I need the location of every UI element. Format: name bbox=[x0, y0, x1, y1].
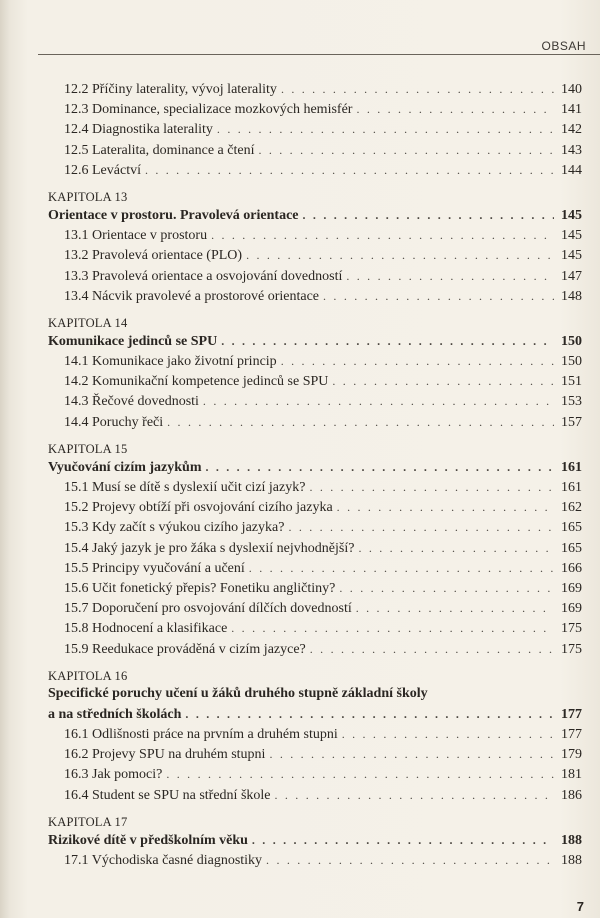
entry-title: 15.9 Reedukace prováděná v cizím jazyce? bbox=[64, 641, 306, 657]
dot-leader bbox=[275, 785, 555, 805]
toc-entry[interactable] bbox=[48, 744, 582, 764]
toc-entry[interactable] bbox=[48, 245, 582, 265]
toc-entry[interactable] bbox=[48, 119, 582, 139]
dot-leader bbox=[288, 517, 554, 537]
entry-title: 16.4 Student se SPU na střední škole bbox=[64, 787, 271, 803]
dot-leader bbox=[266, 850, 554, 870]
entry-title: 14.3 Řečové dovednosti bbox=[64, 394, 199, 410]
header-rule bbox=[38, 54, 600, 55]
chapter-label: KAPITOLA 17 bbox=[48, 814, 128, 829]
chapter-label: KAPITOLA 15 bbox=[48, 441, 128, 456]
entry-title: 12.4 Diagnostika laterality bbox=[64, 122, 213, 138]
dot-leader bbox=[203, 391, 554, 411]
entry-title: 16.1 Odlišnosti práce na prvním a druhém stupni bbox=[64, 727, 338, 743]
chapter-title-entry[interactable] bbox=[48, 704, 582, 724]
entry-page-number: 175 bbox=[561, 641, 582, 657]
entry-page-number: 177 bbox=[561, 706, 582, 722]
toc-entry[interactable] bbox=[48, 477, 582, 497]
entry-title: 15.1 Musí se dítě s dyslexií učit cizí jazyk? bbox=[64, 480, 306, 495]
toc-entry[interactable] bbox=[48, 785, 582, 805]
dot-leader bbox=[323, 286, 554, 306]
toc-entry[interactable] bbox=[48, 286, 582, 306]
dot-leader bbox=[337, 497, 554, 517]
entry-page-number: 161 bbox=[561, 480, 582, 495]
toc-entry[interactable] bbox=[48, 598, 582, 618]
dot-leader bbox=[303, 205, 554, 225]
dot-leader bbox=[167, 412, 554, 432]
entry-page-number: 143 bbox=[561, 142, 582, 158]
dot-leader bbox=[339, 578, 554, 598]
dot-leader bbox=[211, 225, 554, 245]
dot-leader bbox=[258, 140, 554, 160]
toc-entry[interactable] bbox=[48, 160, 582, 180]
entry-page-number: 147 bbox=[561, 268, 582, 284]
dot-leader bbox=[217, 119, 554, 139]
entry-title: 16.2 Projevy SPU na druhém stupni bbox=[64, 747, 266, 763]
toc-entry[interactable] bbox=[48, 140, 582, 160]
toc-entry[interactable] bbox=[48, 497, 582, 517]
entry-page-number: 144 bbox=[561, 162, 582, 178]
dot-leader bbox=[221, 331, 554, 351]
dot-leader bbox=[185, 704, 554, 724]
entry-title: 15.5 Principy vyučování a učení bbox=[64, 560, 245, 576]
entry-page-number: 150 bbox=[561, 354, 582, 370]
entry-page-number: 148 bbox=[561, 288, 582, 304]
toc-entry[interactable] bbox=[48, 538, 582, 558]
toc-entry[interactable] bbox=[48, 99, 582, 119]
entry-title: 15.3 Kdy začít s výukou cizího jazyka? bbox=[64, 520, 285, 536]
entry-title: 12.3 Dominance, specializace mozkových hemisfér bbox=[64, 102, 353, 118]
entry-title: 13.1 Orientace v prostoru bbox=[64, 228, 208, 244]
entry-title: 14.1 Komunikace jako životní princip bbox=[64, 354, 277, 370]
entry-title: 14.2 Komunikační kompetence jedinců se SPU bbox=[64, 374, 329, 390]
dot-leader bbox=[358, 538, 554, 558]
dot-leader bbox=[246, 245, 554, 265]
entry-page-number: 140 bbox=[561, 82, 582, 97]
entry-page-number: 188 bbox=[561, 853, 582, 868]
dot-leader bbox=[356, 99, 554, 119]
entry-title: Rizikové dítě v předškolním věku bbox=[48, 832, 248, 848]
toc-entry[interactable] bbox=[48, 517, 582, 537]
entry-page-number: 150 bbox=[561, 333, 582, 349]
entry-page-number: 166 bbox=[561, 560, 582, 576]
toc-entry[interactable] bbox=[48, 412, 582, 432]
chapter-label: KAPITOLA 13 bbox=[48, 189, 128, 204]
dot-leader bbox=[281, 79, 554, 99]
entry-title: 13.3 Pravolevá orientace a osvojování dovedností bbox=[64, 268, 343, 284]
entry-page-number: 165 bbox=[561, 520, 582, 536]
entry-page-number: 151 bbox=[561, 374, 582, 390]
entry-title: 13.2 Pravolevá orientace (PLO) bbox=[64, 248, 243, 264]
entry-title: 14.4 Poruchy řeči bbox=[64, 414, 164, 430]
dot-leader bbox=[309, 477, 554, 497]
table-of-contents bbox=[48, 79, 582, 870]
toc-entry[interactable] bbox=[48, 578, 582, 598]
chapter-title-entry[interactable] bbox=[48, 457, 582, 477]
entry-title: 15.4 Jaký jazyk je pro žáka s dyslexií nejvhodnější? bbox=[64, 540, 355, 556]
chapter-title-entry[interactable] bbox=[48, 205, 582, 225]
entry-page-number: 188 bbox=[561, 832, 582, 848]
chapter-label: KAPITOLA 16 bbox=[48, 668, 128, 683]
entry-page-number: 175 bbox=[561, 621, 582, 637]
entry-page-number: 181 bbox=[561, 767, 582, 783]
entry-page-number: 169 bbox=[561, 580, 582, 596]
chapter-title-line: Specifické poruchy učení u žáků druhého stupně základní školy bbox=[48, 685, 428, 701]
running-head: OBSAH bbox=[541, 39, 586, 53]
dot-leader bbox=[346, 266, 554, 286]
entry-title: Vyučování cizím jazykům bbox=[48, 459, 202, 475]
toc-entry[interactable] bbox=[48, 639, 582, 659]
entry-page-number: 142 bbox=[561, 122, 582, 138]
toc-entry[interactable] bbox=[48, 79, 582, 99]
entry-page-number: 186 bbox=[561, 787, 582, 803]
toc-entry[interactable] bbox=[48, 371, 582, 391]
entry-page-number: 179 bbox=[561, 747, 582, 763]
entry-title: 12.2 Příčiny laterality, vývoj laterality bbox=[64, 82, 277, 97]
dot-leader bbox=[205, 457, 554, 477]
entry-page-number: 157 bbox=[561, 414, 582, 430]
toc-entry[interactable] bbox=[48, 391, 582, 411]
toc-entry[interactable] bbox=[48, 724, 582, 744]
chapter-title-entry[interactable] bbox=[48, 830, 582, 850]
dot-leader bbox=[145, 160, 554, 180]
entry-title: 12.6 Leváctví bbox=[64, 162, 141, 178]
entry-title: 17.1 Východiska časné diagnostiky bbox=[64, 853, 263, 868]
entry-title: 16.3 Jak pomoci? bbox=[64, 767, 163, 783]
entry-page-number: 145 bbox=[561, 248, 582, 264]
entry-title: 12.5 Lateralita, dominance a čtení bbox=[64, 142, 255, 158]
entry-page-number: 177 bbox=[561, 727, 582, 743]
chapter-label: KAPITOLA 14 bbox=[48, 315, 128, 330]
entry-title: 15.2 Projevy obtíží při osvojování cizího jazyka bbox=[64, 500, 333, 516]
toc-entry[interactable] bbox=[48, 351, 582, 371]
entry-title: Komunikace jedinců se SPU bbox=[48, 333, 218, 349]
dot-leader bbox=[356, 598, 554, 618]
chapter-title-entry[interactable] bbox=[48, 331, 582, 351]
page-number: 7 bbox=[576, 899, 584, 914]
dot-leader bbox=[166, 764, 554, 784]
dot-leader bbox=[249, 558, 554, 578]
dot-leader bbox=[310, 639, 554, 659]
entry-title: Orientace v prostoru. Pravolevá orientace bbox=[48, 207, 299, 223]
entry-page-number: 169 bbox=[561, 601, 582, 617]
dot-leader bbox=[342, 724, 554, 744]
dot-leader bbox=[281, 351, 554, 371]
entry-page-number: 153 bbox=[561, 394, 582, 410]
entry-page-number: 165 bbox=[561, 540, 582, 556]
toc-entry[interactable] bbox=[48, 225, 582, 245]
entry-title: a na středních školách bbox=[48, 706, 182, 722]
toc-entry[interactable] bbox=[48, 558, 582, 578]
toc-entry[interactable] bbox=[48, 850, 582, 870]
toc-entry[interactable] bbox=[48, 764, 582, 784]
entry-title: 15.6 Učit fonetický přepis? Fonetiku angličtiny? bbox=[64, 580, 336, 596]
toc-entry[interactable] bbox=[48, 266, 582, 286]
entry-page-number: 161 bbox=[561, 459, 582, 475]
toc-entry[interactable] bbox=[48, 618, 582, 638]
entry-title: 15.8 Hodnocení a klasifikace bbox=[64, 621, 228, 637]
entry-page-number: 162 bbox=[561, 500, 582, 516]
entry-page-number: 145 bbox=[561, 228, 582, 244]
entry-title: 15.7 Doporučení pro osvojování dílčích dovedností bbox=[64, 601, 352, 617]
dot-leader bbox=[332, 371, 554, 391]
dot-leader bbox=[231, 618, 554, 638]
dot-leader bbox=[252, 830, 554, 850]
entry-title: 13.4 Nácvik pravolevé a prostorové orientace bbox=[64, 288, 320, 304]
entry-page-number: 141 bbox=[561, 102, 582, 118]
dot-leader bbox=[269, 744, 554, 764]
entry-page-number: 145 bbox=[561, 207, 582, 223]
